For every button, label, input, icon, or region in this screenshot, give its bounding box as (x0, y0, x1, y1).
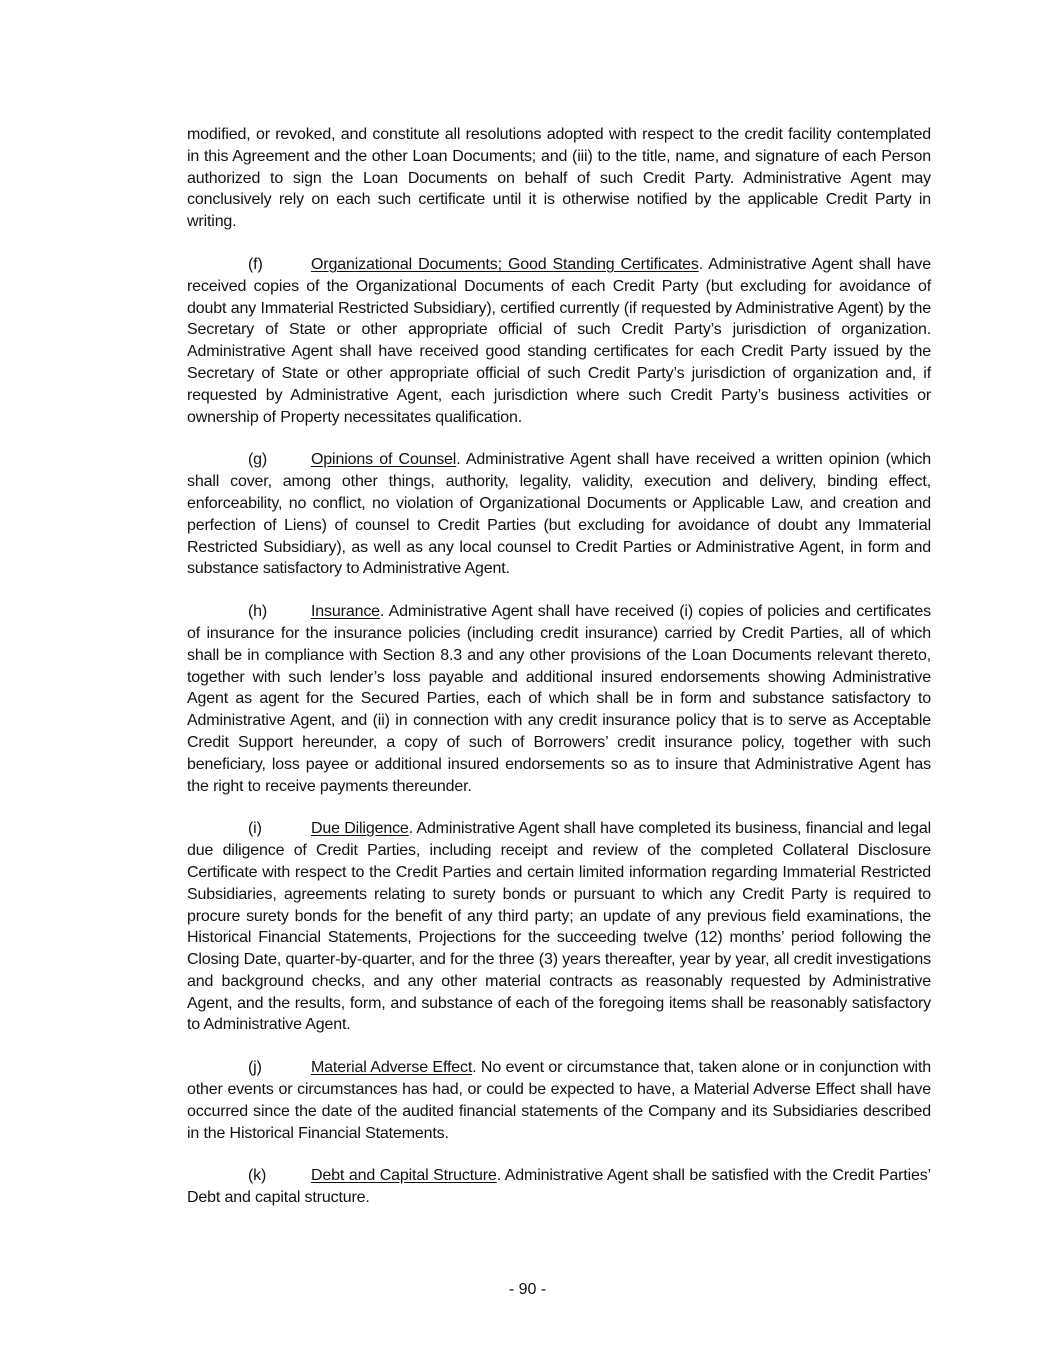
section-i-body: . Administrative Agent shall have completed its business, financial and legal due diligence of Credit Parties, including receipt and review of the completed Collateral Disclosure Certificate with respect to the Credit Parties and certain limited information regarding Immaterial Restricted Subsidiaries, agreements relating to surety bonds or pursuant to which any Credit Party is required to procure surety bonds for the benefit of any third party; an update of any previous field examinations, the Historical Financial Statements, Projections for the succeeding twelve (12) months’ period following the Closing Date, quarter-by-quarter, and for the three (3) years thereafter, year by year, all credit investigations and background checks, and any other material contracts as reasonably requested by Administrative Agent, and the results, form, and substance of each of the foregoing items shall be reasonably satisfactory to Administrative Agent. (187, 820, 931, 1034)
section-j-body: . No event or circumstance that, taken alone or in conjunction with other events or circumstances has had, or could be expected to have, a Material Adverse Effect shall have occurred since the date of the audited financial statements of the Company and its Subsidiaries described in the Historical Financial Statements. (187, 1059, 931, 1142)
section-g-caption: Opinions of Counsel (311, 451, 457, 469)
section-g (187, 449, 931, 580)
section-h-body: . Administrative Agent shall have received (i) copies of policies and certificates of insurance for the insurance policies (including credit insurance) carried by Credit Parties, all of which shall be in compliance with Section 8.3 and any other provisions of the Loan Documents relevant thereto, together with such lender’s loss payable and additional insured endorsements showing Administrative Agent as agent for the Secured Parties, each of which shall be in form and substance satisfactory to Administrative Agent, and (ii) in connection with any credit insurance policy that is to serve as Acceptable Credit Support hereunder, a copy of such of Borrowers’ credit insurance policy, together with such beneficiary, loss payee or additional insured endorsements so as to insure that Administrative Agent has the right to receive payments thereunder. (187, 603, 931, 795)
section-h-enum: (h) (248, 603, 268, 621)
section-f (187, 254, 931, 428)
document-body (187, 124, 931, 1230)
section-f-body: . Administrative Agent shall have received copies of the Organizational Documents of each Credit Party (but excluding for avoidance of doubt any Immaterial Restricted Subsidiary), certified currently (if requested by Administrative Agent) by the Secretary of State or other appropriate official of such Credit Party’s jurisdiction of organization. Administrative Agent shall have received good standing certificates for each Credit Party issued by the Secretary of State or other appropriate official of such Credit Party’s jurisdiction of organization and, if requested by Administrative Agent, each jurisdiction where such Credit Party’s business activities or ownership of Property necessitates qualification. (187, 255, 931, 426)
section-h (187, 601, 931, 797)
section-i-enum: (i) (248, 820, 262, 838)
section-j-caption: Material Adverse Effect (311, 1059, 473, 1077)
section-g-body: . Administrative Agent shall have received a written opinion (which shall cover, among other things, authority, legality, validity, execution and delivery, binding effect, enforceability, no conflict, no violation of Organizational Documents or Applicable Law, and creation and perfection of Liens) of counsel to Credit Parties (but excluding for avoidance of doubt any Immaterial Restricted Subsidiary), as well as any local counsel to Credit Parties or Administrative Agent, in form and substance satisfactory to Administrative Agent. (187, 451, 931, 578)
page-number: - 90 - (508, 1281, 547, 1298)
intro-paragraph: modified, or revoked, and constitute all resolutions adopted with respect to the credit facility contemplated in this Agreement and the other Loan Documents; and (iii) to the title, name, and signature of each Person authorized to sign the Loan Documents on behalf of such Credit Party. Administrative Agent may conclusively rely on each such certificate until it is otherwise notified by the applicable Credit Party in writing. (187, 126, 931, 231)
section-k (187, 1165, 931, 1209)
section-k-caption: Debt and Capital Structure (311, 1167, 497, 1185)
section-f-enum: (f) (248, 255, 263, 273)
section-h-caption: Insurance (311, 603, 380, 621)
section-f-caption: Organizational Documents; Good Standing Certificates (311, 255, 699, 273)
section-g-enum: (g) (248, 451, 268, 469)
section-k-enum: (k) (248, 1167, 267, 1185)
section-k-body: . Administrative Agent shall be satisfied with the Credit Parties’ Debt and capital structure. (187, 1167, 931, 1207)
section-i (187, 818, 931, 1036)
section-j (187, 1057, 931, 1144)
section-j-enum: (j) (248, 1059, 262, 1077)
section-i-caption: Due Diligence (311, 820, 409, 838)
